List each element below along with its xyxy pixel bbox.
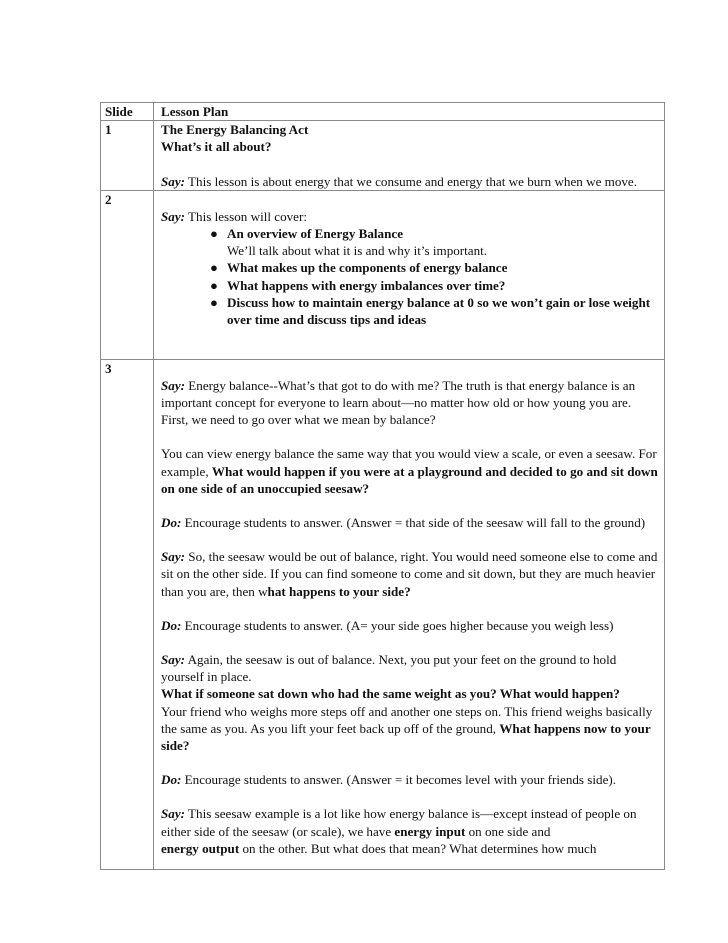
bullet-icon: ● bbox=[210, 277, 218, 293]
do-text: Encourage students to answer. (Answer = that side of the seesaw will fall to the ground) bbox=[181, 515, 646, 531]
lesson-title: The Energy Balancing Act bbox=[161, 122, 309, 138]
list-item bbox=[207, 259, 660, 276]
slide-number: 3 bbox=[101, 359, 154, 869]
do-label: Do: bbox=[161, 772, 182, 788]
say-text: So, the seesaw would be out of balance, right. You would need someone else to come and sit on the other side. If you can find someone to come and sit down, but they are much heavier than you are, then w bbox=[161, 549, 658, 599]
say-label: Say: bbox=[161, 208, 186, 224]
do-text: Encourage students to answer. (Answer = it becomes level with your friends side). bbox=[181, 772, 617, 788]
say-text: on one side and bbox=[465, 823, 551, 839]
table-header-row bbox=[101, 103, 665, 121]
say-label: Say: bbox=[161, 549, 186, 565]
say-text: This lesson will cover: bbox=[185, 208, 307, 224]
lesson-cell bbox=[154, 190, 665, 359]
do-paragraph bbox=[161, 514, 660, 531]
paragraph-question: What would happen if you were at a playground and decided to go and sit down on one side of an unoccupied seesaw? bbox=[161, 463, 658, 496]
slide-column-header: Slide bbox=[101, 103, 154, 121]
say-paragraph bbox=[161, 548, 660, 600]
say-text: Again, the seesaw is out of balance. Next, you put your feet on the ground to hold yourself in place. bbox=[161, 652, 617, 685]
list-item bbox=[207, 277, 660, 294]
bullet-icon: ● bbox=[210, 226, 218, 242]
paragraph-text: You can view energy balance the same way that you would view a scale, or even a seesaw. For example, bbox=[161, 446, 657, 479]
say-paragraph bbox=[161, 805, 660, 857]
lesson-subtitle: What’s it all about? bbox=[161, 139, 272, 155]
say-label: Say: bbox=[161, 806, 186, 822]
list-item bbox=[207, 294, 660, 328]
list-item bbox=[207, 225, 660, 259]
say-label: Say: bbox=[161, 377, 186, 393]
do-paragraph bbox=[161, 771, 660, 788]
bullet-icon: ● bbox=[210, 294, 218, 310]
say-text: on the other. But what does that mean? What determines how much bbox=[239, 840, 597, 856]
topic-text: What happens with energy imbalances over time? bbox=[227, 277, 506, 293]
say-paragraph bbox=[161, 208, 660, 225]
lesson-cell bbox=[154, 121, 665, 191]
say-question: What if someone sat down who had the same weight as you? What would happen? bbox=[161, 686, 620, 702]
do-paragraph bbox=[161, 617, 660, 634]
topic-text: An overview of Energy Balance bbox=[227, 226, 404, 242]
do-text: Encourage students to answer. (A= your side goes higher because you weigh less) bbox=[181, 617, 614, 633]
say-paragraph bbox=[161, 377, 660, 429]
bullet-icon: ● bbox=[210, 260, 218, 276]
say-question: hat happens to your side? bbox=[267, 583, 411, 599]
say-paragraph bbox=[161, 173, 660, 190]
table-row bbox=[101, 359, 665, 869]
topic-subtext: We’ll talk about what it is and why it’s important. bbox=[227, 243, 488, 259]
key-term: energy input bbox=[394, 823, 466, 839]
table-row bbox=[101, 190, 665, 359]
slide-number: 1 bbox=[101, 121, 154, 191]
say-question: What happens now to your side? bbox=[161, 720, 651, 754]
key-term: energy output bbox=[161, 840, 240, 856]
seesaw-paragraph bbox=[161, 445, 660, 497]
topics-list bbox=[161, 225, 660, 328]
topic-text: Discuss how to maintain energy balance at 0 so we won’t gain or lose weight over time and discuss tips and ideas bbox=[227, 294, 651, 328]
say-text: This lesson is about energy that we consume and energy that we burn when we move. bbox=[185, 173, 638, 189]
say-paragraph bbox=[161, 651, 660, 754]
say-text: Your friend who weighs more steps off and another one steps on. This friend weighs basically the same as you. As you lift your feet back up off of the ground, bbox=[161, 703, 653, 736]
do-label: Do: bbox=[161, 515, 182, 531]
say-label: Say: bbox=[161, 173, 186, 189]
table-row bbox=[101, 121, 665, 191]
say-text: This seesaw example is a lot like how energy balance is—except instead of people on either side of the seesaw (or scale), we have bbox=[161, 806, 637, 839]
lesson-plan-table bbox=[100, 102, 665, 870]
say-label: Say: bbox=[161, 652, 186, 668]
slide-number: 2 bbox=[101, 190, 154, 359]
topic-text: What makes up the components of energy balance bbox=[227, 260, 508, 276]
lesson-plan-column-header: Lesson Plan bbox=[154, 103, 665, 121]
lesson-cell bbox=[154, 359, 665, 869]
do-label: Do: bbox=[161, 617, 182, 633]
say-text: Energy balance--What’s that got to do with me? The truth is that energy balance is an important concept for everyone to learn about—no matter how old or how young you are. First, we need to go over what we mean by balance? bbox=[161, 377, 636, 428]
